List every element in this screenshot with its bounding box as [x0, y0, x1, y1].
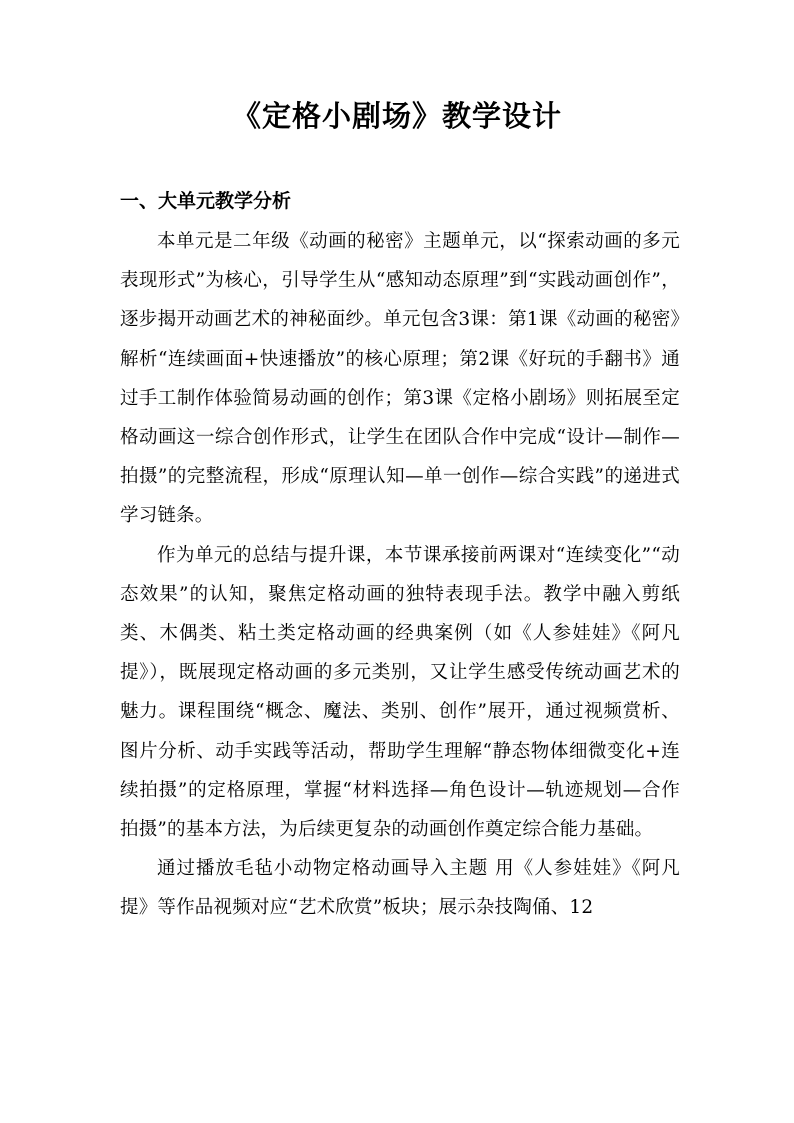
- paragraph-lesson-role: 作为单元的总结与提升课，本节课承接前两课对“连续变化”“动态效果”的认知，聚焦定格动画的独特表现手法。教学中融入剪纸类、木偶类、粘土类定格动画的经典案例（如《人参娃娃》《阿凡提》），既展现定格动画的多元类别，又让学生感受传统动画艺术的魅力。课程围绕“概念、魔法、类别、创作”展开，通过视频赏析、图片分析、动手实践等活动，帮助学生理解“静态物体细微变化+连续拍摄”的定格原理，掌握“材料选择—角色设计—轨迹规划—合作拍摄”的基本方法，为后续更复杂的动画创作奠定综合能力基础。: [120, 544, 680, 841]
- section-heading: 一、大单元教学分析: [120, 190, 292, 212]
- document-title: 《定格小剧场》教学设计: [231, 99, 562, 133]
- paragraph-lesson-intro: 通过播放毛毡小动物定格动画导入主题 用《人参娃娃》《阿凡提》等作品视频对应“艺术欣赏”板块；展示杂技陶俑、12: [120, 858, 680, 919]
- paragraph-unit-overview: 本单元是二年级《动画的秘密》主题单元，以“探索动画的多元表现形式”为核心，引导学生从“感知动态原理”到“实践动画创作”，逐步揭开动画艺术的神秘面纱。单元包含3课：第1课《动画的秘密》解析“连续画面+快速播放”的核心原理；第2课《好玩的手翻书》通过手工制作体验简易动画的创作；第3课《定格小剧场》则拓展至定格动画这一综合创作形式，让学生在团队合作中完成“设计—制作—拍摄”的完整流程，形成“原理认知—单一创作—综合实践”的递进式学习链条。: [120, 231, 680, 527]
- section-body: [120, 222, 680, 928]
